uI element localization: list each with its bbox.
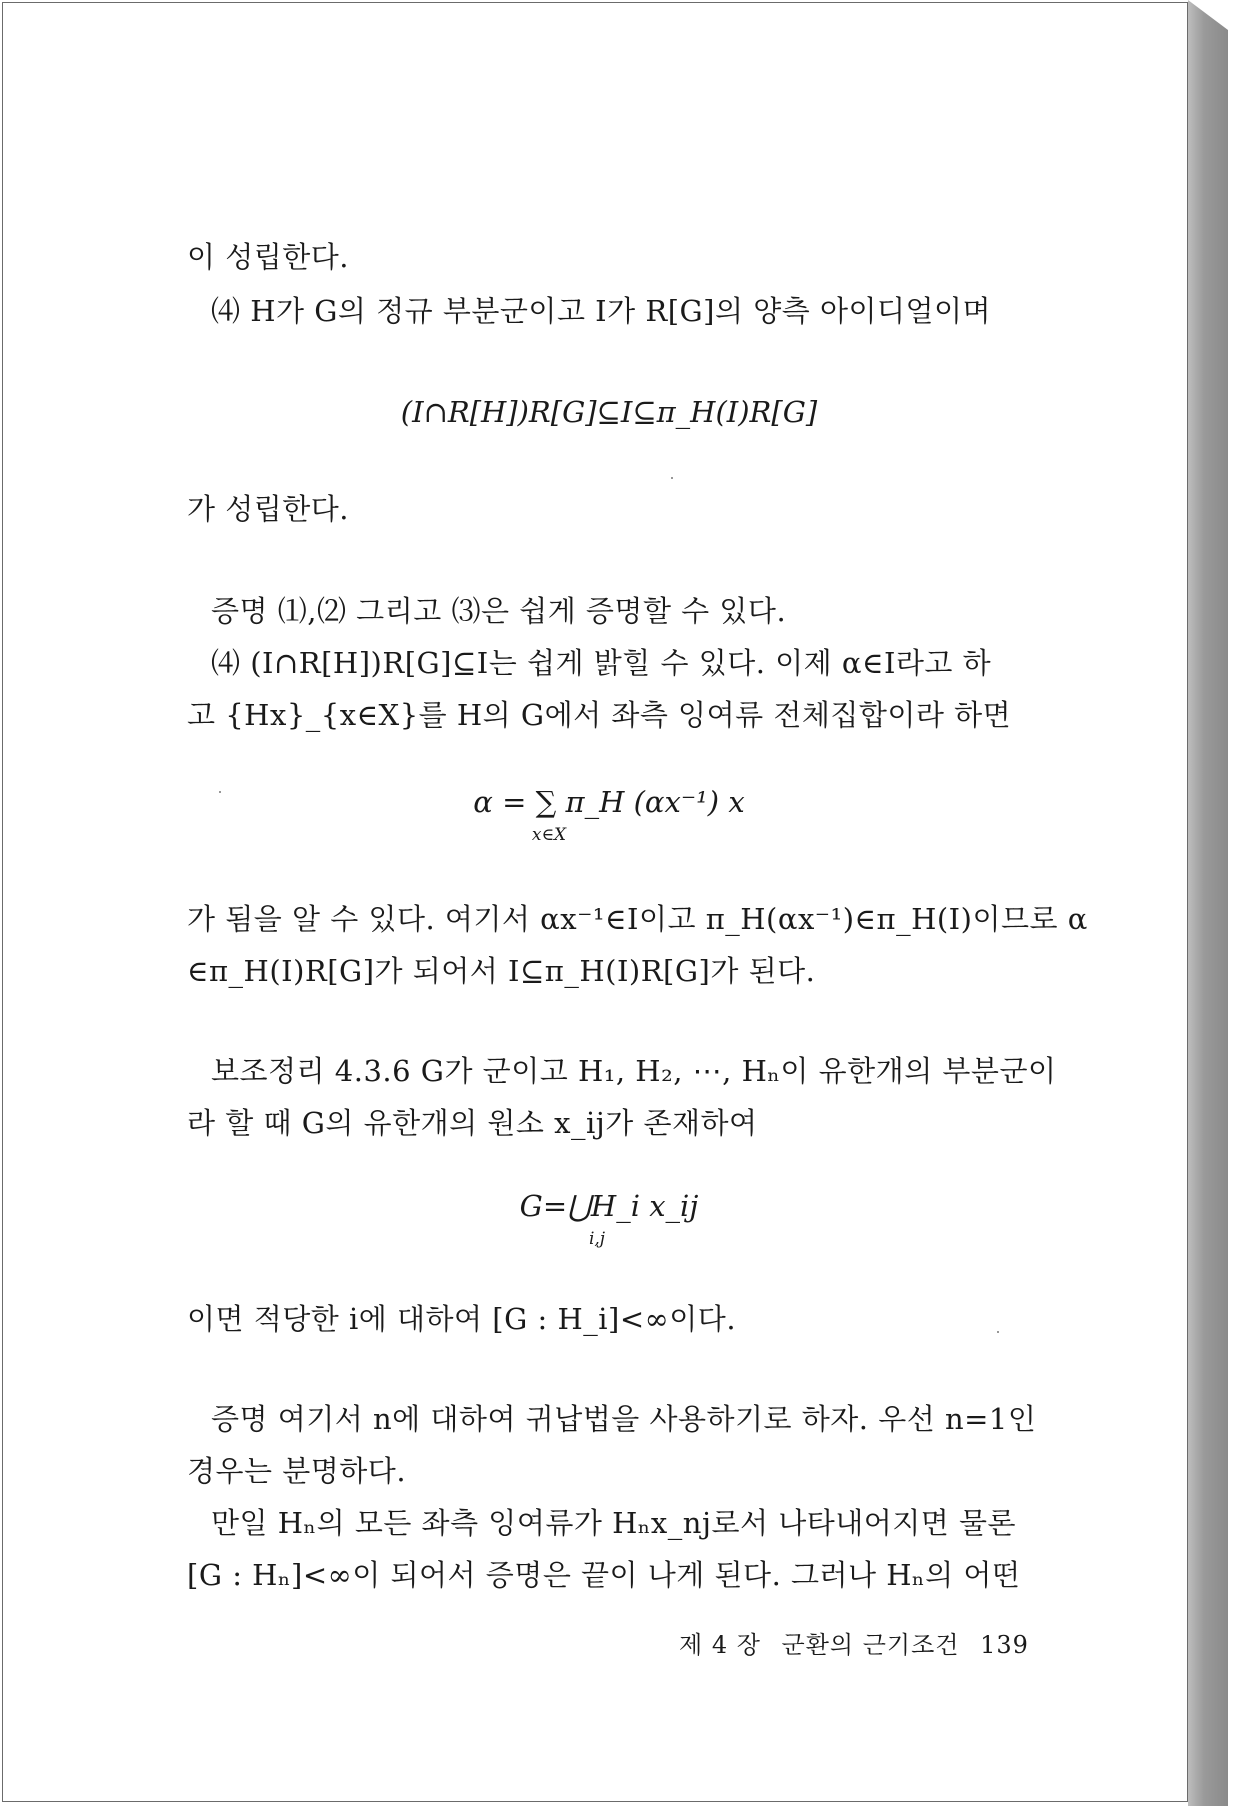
text-line-2: ⑷ H가 G의 정규 부분군이고 I가 R[G]의 양측 아이디얼이며 bbox=[211, 294, 992, 328]
proof-line-3: 고 {Hx}_{x∈X}를 H의 G에서 좌측 잉여류 전체집합이라 하면 bbox=[187, 698, 1012, 732]
proof2-line-1: 증명 여기서 n에 대하여 귀납법을 사용하기로 하자. 우선 n=1인 bbox=[211, 1402, 1037, 1436]
book-page bbox=[2, 2, 1188, 1802]
proof-line-1: 증명 ⑴,⑵ 그리고 ⑶은 쉽게 증명할 수 있다. bbox=[211, 594, 787, 628]
footer-chapter: 제 4 장 bbox=[679, 1631, 761, 1659]
scan-speck bbox=[671, 477, 673, 479]
text-line-1: 이 성립한다. bbox=[187, 240, 350, 274]
proof2-line-3: 만일 Hₙ의 모든 좌측 잉여류가 Hₙx_nj로서 나타내어지면 물론 bbox=[211, 1506, 1017, 1540]
text-line-3: 가 성립한다. bbox=[187, 492, 350, 526]
equation-3: G=⋃H_i x_ij bbox=[519, 1189, 699, 1223]
lemma-line-2: 라 할 때 G의 유한개의 원소 x_ij가 존재하여 bbox=[187, 1106, 758, 1140]
equation-3-subscript: i,j bbox=[588, 1229, 606, 1249]
footer-title: 군환의 근기조건 bbox=[781, 1631, 960, 1659]
proof2-line-2: 경우는 분명하다. bbox=[187, 1454, 407, 1488]
proof-line-5: ∈π_H(I)R[G]가 되어서 I⊆π_H(I)R[G]가 된다. bbox=[187, 954, 816, 988]
equation-2-subscript: x∈X bbox=[531, 825, 567, 845]
page-footer bbox=[679, 1625, 1041, 1660]
proof-line-4: 가 됨을 알 수 있다. 여기서 αx⁻¹∈I이고 π_H(αx⁻¹)∈π_H(I)이므로 α bbox=[187, 902, 1088, 936]
equation-1: (I∩R[H])R[G]⊆I⊆π_H(I)R[G] bbox=[400, 395, 818, 429]
page-number: 139 bbox=[980, 1631, 1029, 1659]
equation-2: α = ∑ π_H (αx⁻¹) x bbox=[473, 785, 745, 819]
proof2-line-4: [G : Hₙ]<∞이 되어서 증명은 끝이 나게 된다. 그러나 Hₙ의 어떤 bbox=[187, 1558, 1021, 1592]
lemma-line-3: 이면 적당한 i에 대하여 [G : H_i]<∞이다. bbox=[187, 1302, 737, 1336]
scan-speck bbox=[219, 791, 221, 793]
scan-speck bbox=[997, 1331, 999, 1333]
page-edge-shadow bbox=[1188, 0, 1228, 1806]
lemma-line-1: 보조정리 4.3.6 G가 군이고 H₁, H₂, ⋯, Hₙ이 유한개의 부분군이 bbox=[211, 1054, 1057, 1088]
proof-line-2: ⑷ (I∩R[H])R[G]⊆I는 쉽게 밝힐 수 있다. 이제 α∈I라고 하 bbox=[211, 646, 992, 680]
